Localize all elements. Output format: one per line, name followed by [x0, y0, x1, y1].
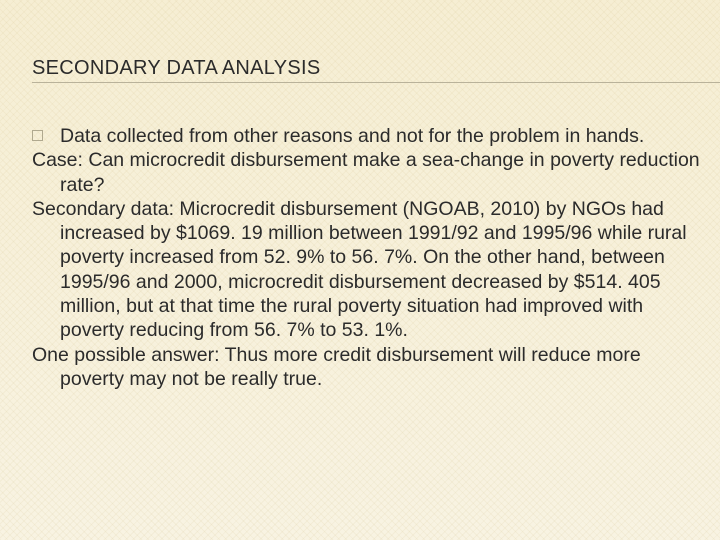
paragraph-secondary-data: [32, 197, 708, 343]
paragraph-text-1: Data collected from other reasons and not for the problem in hands.: [60, 125, 645, 147]
paragraph-text-3: Secondary data: Microcredit disbursement (NGOAB, 2010) by NGOs had increased by $1069. 19 million between 1991/92 and 1995/96 while rural poverty increased from 52. 9% to 56. 7%. On the other hand, between 1995/96 and 2000, microcredit disbursement decreased by $514. 405 million, but at that time the rural poverty situation had improved with poverty reducing from 56. 7% to 53. 1%.: [32, 197, 687, 342]
slide-body: [32, 124, 708, 391]
title-underline: [32, 82, 720, 83]
box-bullet-icon: [32, 130, 43, 141]
paragraph-case: [32, 148, 708, 197]
paragraph-text-4: One possible answer: Thus more credit disbursement will reduce more poverty may not be really true.: [32, 343, 641, 390]
paragraph-text-2: Case: Can microcredit disbursement make a sea-change in poverty reduction rate?: [32, 149, 700, 196]
slide-title: SECONDARY DATA ANALYSIS: [32, 57, 321, 79]
paragraph-answer: [32, 343, 708, 392]
bullet-paragraph-1: [32, 124, 708, 148]
